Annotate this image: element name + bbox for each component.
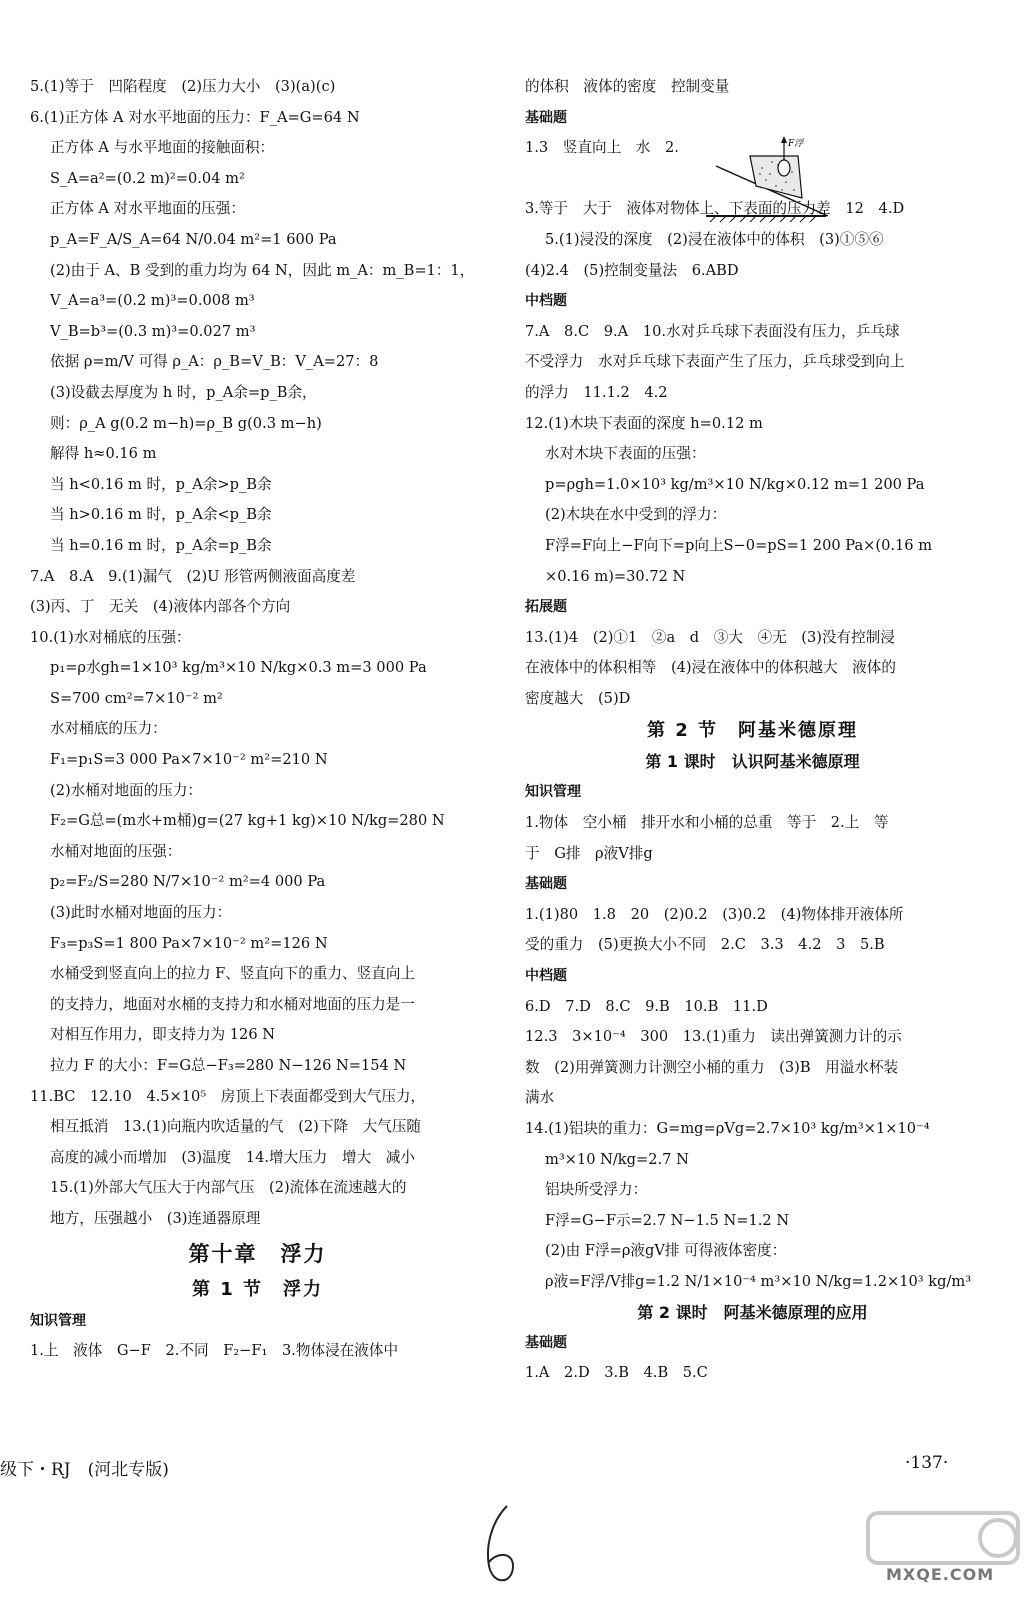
answer-line: ρ液=F浮/V排g=1.2 N/1×10⁻⁴ m³×10 N/kg=1.2×10³ kg/m³ [545,1272,972,1290]
answer-line: 高度的减小而增加 (3)温度 14.增大压力 增大 减小 [50,1148,415,1166]
answer-line: F₁=p₁S=3 000 Pa×7×10⁻² m²=210 N [50,751,328,769]
answer-line: 解得 h≈0.16 m [50,445,157,463]
answer-line: p=ρgh=1.0×10³ kg/m³×10 N/kg×0.12 m=1 200 Pa [545,475,925,493]
answer-line: V_B=b³=(0.3 m)³=0.027 m³ [50,322,256,340]
answer-line: 6.D 7.D 8.C 9.B 10.B 11.D [525,997,768,1015]
answer-line: 水桶受到竖直向上的拉力 F、竖直向下的重力、竖直向上 [50,965,416,983]
answer-line: 地方，压强越小 (3)连通器原理 [50,1209,261,1227]
answer-line: 12.3 3×10⁻⁴ 300 13.(1)重力 读出弹簧测力计的示 [525,1028,902,1046]
answer-line: 则：ρ_A g(0.2 m−h)=ρ_B g(0.3 m−h) [50,414,322,432]
answer-line: 的浮力 11.1.2 4.2 [525,383,668,401]
answer-line: F浮=F向上−F向下=p向上S−0=pS=1 200 Pa×(0.16 m [545,536,933,554]
answer-line: 于 G排 ρ液V排g [525,844,653,862]
container [750,156,802,198]
answer-line: p_A=F_A/S_A=64 N/0.04 m²=1 600 Pa [50,230,337,248]
answer-line: 正方体 A 与水平地面的接触面积： [50,139,275,157]
answer-line: S=700 cm²=7×10⁻² m² [50,689,223,707]
left-column [30,72,485,1367]
answer-line: ×0.16 m)=30.72 N [545,567,686,585]
answer-line: 正方体 A 对水平地面的压强： [50,200,245,218]
answer-line: 受的重力 (5)更换大小不同 2.C 3.3 4.2 3 5.B [525,936,885,954]
answer-line: 中档题 [525,293,567,310]
answer-line: 1.3 竖直向上 水 2. [525,139,679,157]
answer-line: 15.(1)外部大气压大于内部气压 (2)流体在流速越大的 [50,1179,407,1197]
footer-edition: 级下・RJ (河北专版) [0,1460,169,1480]
answer-line: 不受浮力 水对乒乓球下表面产生了压力，乒乓球受到向上 [525,353,905,371]
answer-line: V_A=a³=(0.2 m)³=0.008 m³ [50,292,255,310]
answer-line: 5.(1)浸没的深度 (2)浸在液体中的体积 (3)①⑤⑥ [545,230,884,248]
section-heading: 第 2 课时 阿基米德原理的应用 [637,1302,868,1322]
answer-line: p₁=ρ水gh=1×10³ kg/m³×10 N/kg×0.3 m=3 000 Pa [50,659,427,677]
page-number: ·137· [905,1453,949,1473]
answer-line: 铝块所受浮力： [545,1181,648,1199]
answer-line: F₃=p₃S=1 800 Pa×7×10⁻² m²=126 N [50,934,328,952]
watermark-text: MXQE.COM [886,1565,995,1584]
answer-line: m³×10 N/kg=2.7 N [545,1150,689,1168]
answer-line: 基础题 [525,109,567,126]
answer-line: 6.(1)正方体 A 对水平地面的压力：F_A=G=64 N [30,108,360,126]
answer-line: (4)2.4 (5)控制变量法 6.ABD [525,261,739,279]
answer-line: 拓展题 [525,599,567,616]
section-heading: 第十章 浮力 [188,1241,327,1266]
answer-line: 当 h>0.16 m 时，p_A余<p_B余 [50,506,272,524]
answer-line: 13.(1)4 (2)①1 ②a d ③大 ④无 (3)没有控制浸 [525,628,895,646]
handwritten-mark [475,1500,525,1590]
answer-line: 1.A 2.D 3.B 4.B 5.C [525,1364,708,1382]
answer-line: 水桶对地面的压强： [50,842,182,860]
answer-line: 11.BC 12.10 4.5×10⁵ 房顶上下表面都受到大气压力， [30,1087,426,1105]
answer-line: 水对木块下表面的压强： [545,445,706,463]
answer-line: 的体积 液体的密度 控制变量 [525,78,730,95]
section-heading: 第 1 课时 认识阿基米德原理 [645,752,860,772]
answer-line: 的支持力，地面对水桶的支持力和水桶对地面的压力是一 [50,995,415,1013]
answer-line: 满水 [525,1089,555,1107]
answer-line: 数 (2)用弹簧测力计测空小桶的重力 (3)B 用溢水杯装 [525,1058,899,1076]
answer-line: F浮=G−F示=2.7 N−1.5 N=1.2 N [545,1211,790,1229]
answer-line: (2)木块在水中受到的浮力： [545,506,727,524]
answer-line: 1.上 液体 G−F 2.不同 F₂−F₁ 3.物体浸在液体中 [30,1342,399,1360]
answer-line: 中档题 [525,968,567,985]
answer-line: 相互抵消 13.(1)向瓶内吹适量的气 (2)下降 大气压随 [50,1118,422,1136]
answer-line: 在液体中的体积相等 (4)浸在液体中的体积越大 液体的 [525,659,896,677]
answer-line: 14.(1)铝块的重力：G=mg=ρVg=2.7×10³ kg/m³×1×10⁻⁴ [525,1120,930,1137]
answer-line: 7.A 8.C 9.A 10.水对乒乓球下表面没有压力，乒乓球 [525,322,900,340]
answer-line: (3)丙、丁 无关 (4)液体内部各个方向 [30,598,291,616]
answer-line: 依据 ρ=m/V 可得 ρ_A：ρ_B=V_B：V_A=27：8 [50,353,379,371]
answer-line: 5.(1)等于 凹陷程度 (2)压力大小 (3)(a)(c) [30,78,336,95]
answer-line: 3.等于 大于 液体对物体上、下表面的压力差 12 4.D [525,200,905,218]
force-label: F浮 [788,139,804,149]
answer-line: (3)设截去厚度为 h 时，p_A余=p_B余， [50,383,317,401]
answer-line: (3)此时水桶对地面的压力： [50,904,232,922]
force-arrow-head [781,136,787,143]
answer-line: 10.(1)水对桶底的压强： [30,628,191,646]
answer-line: 密度越大 (5)D [525,689,631,707]
buoyancy-diagram [706,134,836,230]
answer-line: 当 h<0.16 m 时，p_A余>p_B余 [50,475,272,493]
section-heading: 第 1 节 浮力 [191,1278,324,1300]
answer-line: (2)由 F浮=ρ液gV排 可得液体密度： [545,1242,787,1260]
answer-line: 7.A 8.A 9.(1)漏气 (2)U 形管两侧液面高度差 [30,567,356,585]
answer-line: 基础题 [525,1334,567,1351]
answer-line: 拉力 F 的大小：F=G总−F₃=280 N−126 N=154 N [50,1057,407,1074]
answer-line: 知识管理 [30,1312,86,1329]
answer-line: F₂=G总=(m水+m桶)g=(27 kg+1 kg)×10 N/kg=280 N [50,812,445,830]
answer-line: (2)水桶对地面的压力： [50,781,203,799]
answer-line: (2)由于 A、B 受到的重力均为 64 N，因此 m_A：m_B=1：1， [50,261,475,279]
right-column [525,72,980,1389]
watermark-logo [858,1505,1028,1600]
answer-line: 1.物体 空小桶 排开水和小桶的总重 等于 2.上 等 [525,814,889,832]
answer-line: 水对桶底的压力： [50,720,167,738]
section-heading: 第 2 节 阿基米德原理 [646,720,859,742]
answer-line: 对相互作用力，即支持力为 126 N [50,1026,276,1044]
answer-line: p₂=F₂/S=280 N/7×10⁻² m²=4 000 Pa [50,873,326,891]
answer-line: 12.(1)木块下表面的深度 h=0.12 m [525,414,763,432]
answer-line: 知识管理 [525,784,581,801]
answer-line: 1.(1)80 1.8 20 (2)0.2 (3)0.2 (4)物体排开液体所 [525,905,904,923]
answer-line: 基础题 [525,876,567,893]
answer-line: 当 h=0.16 m 时，p_A余=p_B余 [50,536,272,554]
floating-object [778,160,790,176]
answer-line: S_A=a²=(0.2 m)²=0.04 m² [50,169,245,187]
